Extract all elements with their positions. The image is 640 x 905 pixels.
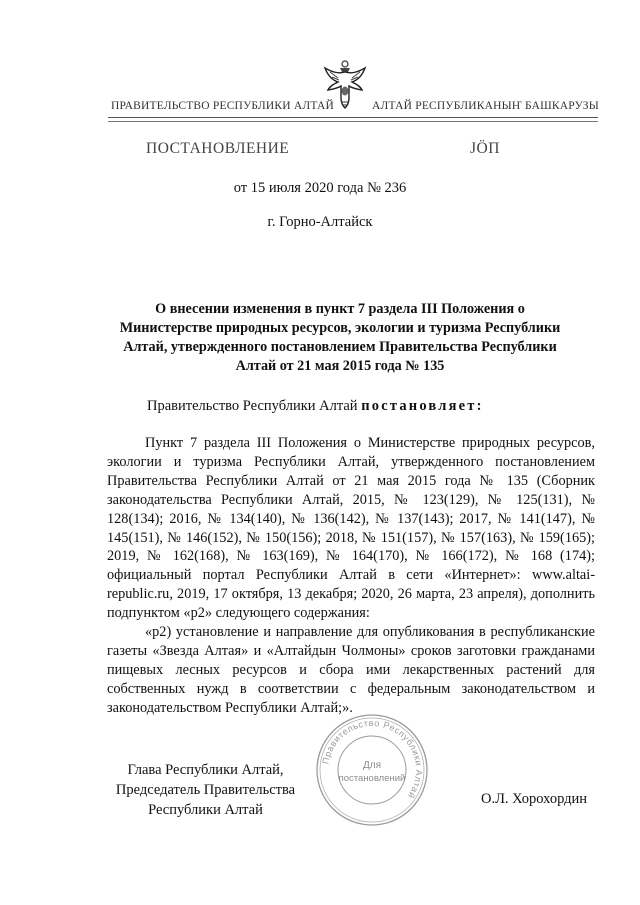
document-city: г. Горно-Алтайск — [267, 214, 373, 230]
header-rule-top — [108, 117, 598, 118]
header-rule-bottom — [108, 121, 598, 122]
preamble — [147, 398, 484, 415]
title-line: Министерстве природных ресурсов, экологии и туризма Республики — [119, 320, 561, 336]
government-name-altai: АЛТАЙ РЕСПУБЛИКАНЫҤ БАШКАРУЗЫ — [372, 100, 599, 112]
document-body — [107, 434, 595, 718]
signatory-position — [108, 760, 303, 820]
signatory-position-line: Председатель Правительства — [115, 782, 296, 798]
document-date-number: от 15 июля 2020 года № 236 — [233, 180, 407, 196]
preamble-text: Правительство Республики Алтай — [147, 398, 362, 414]
signatory-position-line: Глава Республики Алтай, — [127, 762, 284, 778]
title-line: Алтай от 21 мая 2015 года № 135 — [235, 358, 445, 374]
document-title — [100, 300, 580, 376]
title-line: О внесении изменения в пункт 7 раздела III Положения о — [155, 301, 525, 317]
government-name-russian: ПРАВИТЕЛЬСТВО РЕСПУБЛИКИ АЛТАЙ — [111, 100, 335, 112]
official-seal-stamp — [314, 712, 430, 828]
body-paragraph: Пункт 7 раздела III Положения о Министерстве природных ресурсов, экологии и туризма Республики Алтай, утвержденного постановлением Правительства Республики Алтай от 21 мая 2015 года № 135 (Сборник законодательства Республики Алтай, 2015, № 123(129), № 125(131), № 128(134); 2016, № 134(140), № 136(142), № 137(143); 2017, № 141(147), № 145(151), № 146(152), № 150(156); 2018, № 151(157), № 157(163), № 159(165); 2019, № 162(168), № 163(169), № 164(170), № 166(172), № 168 (174); официальный портал Республики Алтай в сети «Интернет»: www.altai-republic.ru, 2019, 17 октября, 13 декабря; 2020, 26 марта, 23 апреля), дополнить подпунктом «р2» следующего содержания: — [107, 435, 595, 622]
signatory-name: О.Л. Хорохордин — [481, 791, 588, 807]
preamble-emphasis: постановляет: — [361, 398, 484, 414]
doc-type-altai: ЈӦП — [470, 140, 500, 157]
doc-type-russian: ПОСТАНОВЛЕНИЕ — [146, 140, 290, 157]
seal-center-line1: Для — [362, 760, 382, 771]
signatory-position-line: Республики Алтай — [148, 802, 263, 818]
body-paragraph: «р2) установление и направление для опубликования в республиканские газеты «Звезда Алтая» и «Алтайдын Чолмоны» сроков заготовки гражданами пищевых лесных ресурсов и сбора ими лекарственных растений для собственных нужд в соответствии с федеральным законодательством и законодательством Республики Алтай;». — [107, 624, 595, 716]
seal-ring-text: Правительство Республики Алтай — [320, 717, 425, 801]
title-line: Алтай, утвержденного постановлением Правительства Республики — [123, 339, 557, 355]
seal-center-line2: постановлений — [338, 773, 406, 784]
